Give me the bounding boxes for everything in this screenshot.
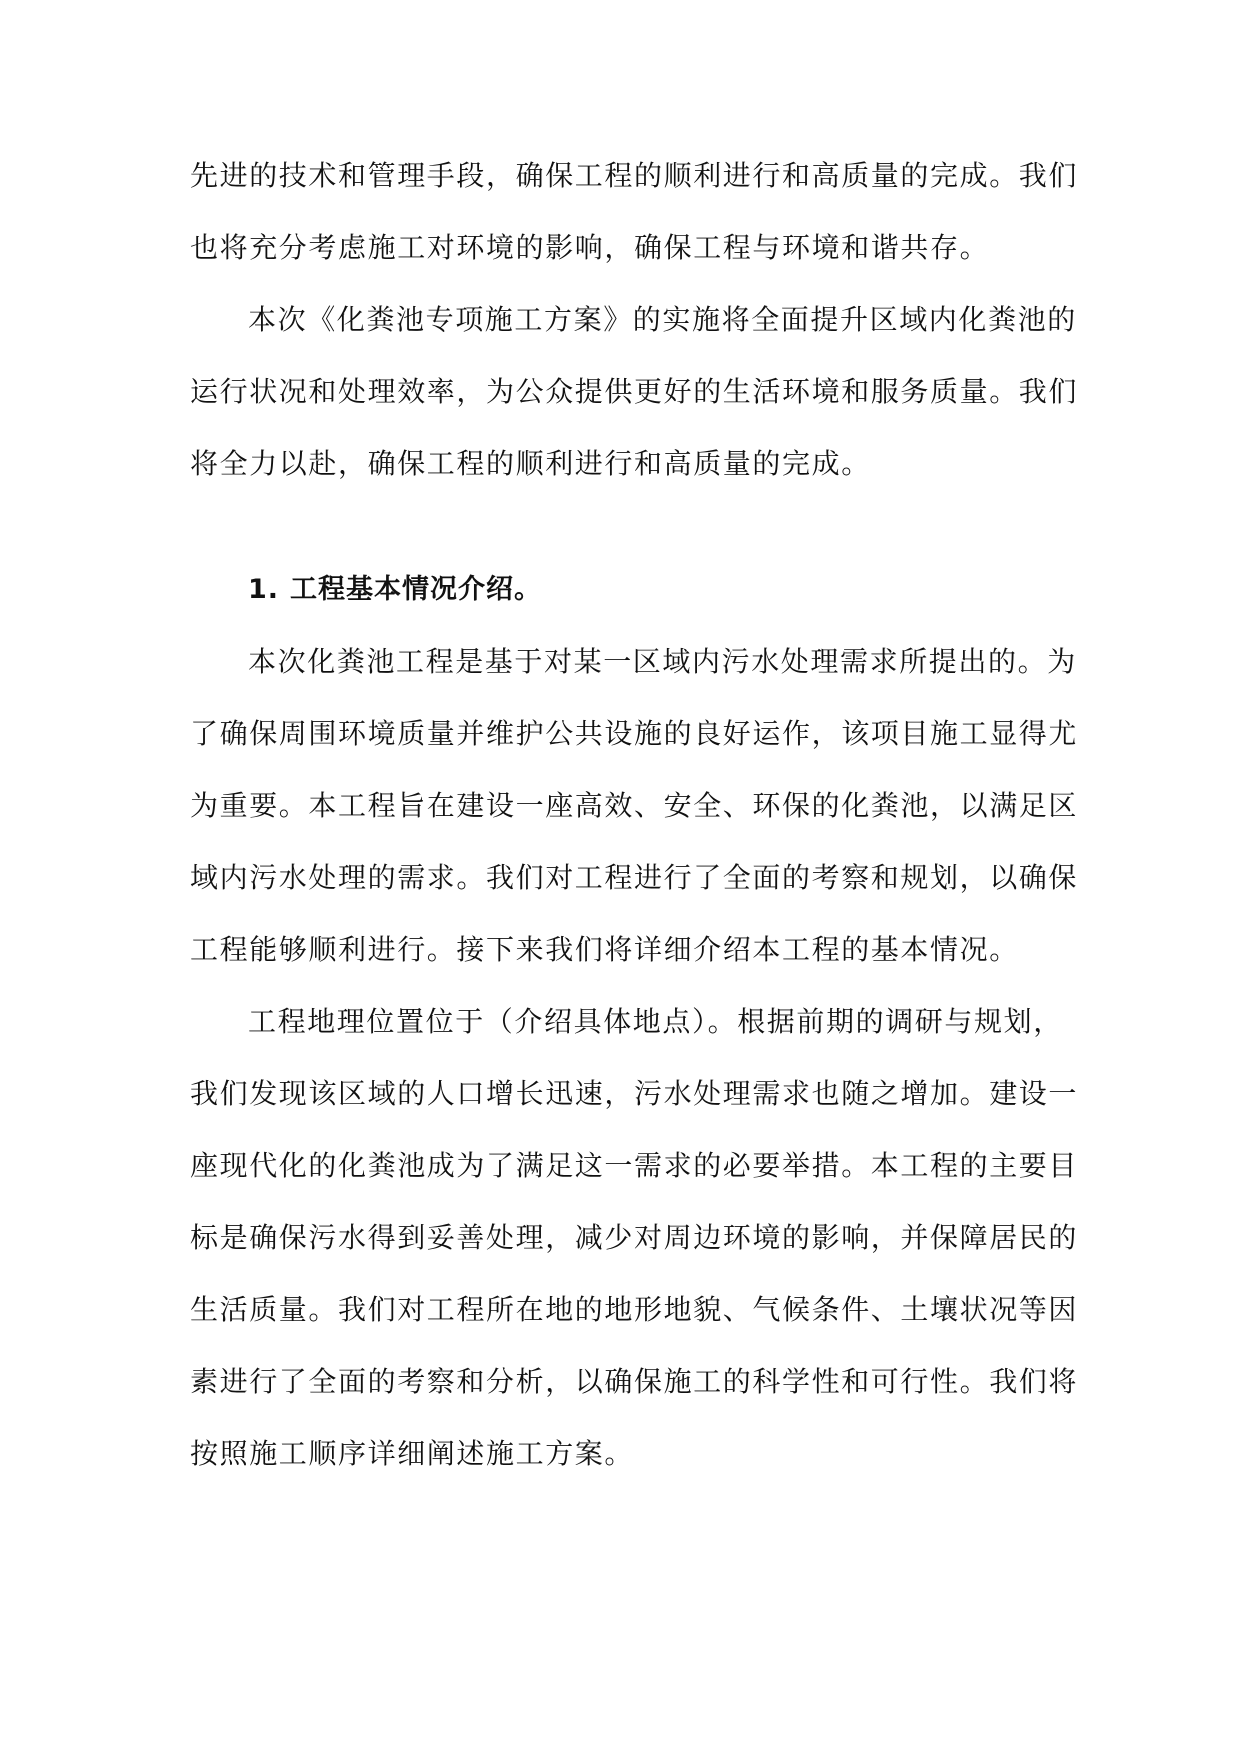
text-line: 域内污水处理的需求。我们对工程进行了全面的考察和规划，以确保 (190, 861, 1079, 894)
text-line: 按照施工顺序详细阐述施工方案。 (190, 1437, 635, 1470)
text-line: 工程地理位置位于（介绍具体地点）。根据前期的调研与规划， (248, 1005, 1063, 1038)
text-line: 我们发现该区域的人口增长迅速，污水处理需求也随之增加。建设一 (190, 1077, 1079, 1110)
text-line: 标是确保污水得到妥善处理，减少对周边环境的影响，并保障居民的 (190, 1221, 1079, 1254)
text-line: 为重要。本工程旨在建设一座高效、安全、环保的化粪池，以满足区 (190, 789, 1079, 822)
section-number: 1. (248, 574, 280, 605)
text-line: 本次《化粪池专项施工方案》的实施将全面提升区域内化粪池的 (248, 303, 1077, 336)
text-line: 生活质量。我们对工程所在地的地形地貌、气候条件、土壤状况等因 (190, 1293, 1079, 1326)
section-title: 工程基本情况介绍。 (290, 574, 542, 605)
section-paragraph-2 (190, 986, 1079, 1490)
section-spacer (190, 500, 1052, 554)
intro-paragraph-1 (190, 140, 1079, 284)
intro-paragraph-2 (190, 284, 1079, 500)
text-line: 座现代化的化粪池成为了满足这一需求的必要举措。本工程的主要目 (190, 1149, 1079, 1182)
text-line: 也将充分考虑施工对环境的影响，确保工程与环境和谐共存。 (190, 231, 990, 264)
text-line: 本次化粪池工程是基于对某一区域内污水处理需求所提出的。为 (248, 645, 1077, 678)
section-heading (190, 554, 1052, 626)
section-paragraph-1 (190, 626, 1079, 986)
text-line: 先进的技术和管理手段，确保工程的顺利进行和高质量的完成。我们 (190, 159, 1079, 192)
text-line: 工程能够顺利进行。接下来我们将详细介绍本工程的基本情况。 (190, 933, 1019, 966)
text-line: 素进行了全面的考察和分析，以确保施工的科学性和可行性。我们将 (190, 1365, 1079, 1398)
text-line: 运行状况和处理效率，为公众提供更好的生活环境和服务质量。我们 (190, 375, 1079, 408)
document-page (190, 140, 1079, 1490)
text-line: 了确保周围环境质量并维护公共设施的良好运作，该项目施工显得尤 (190, 717, 1079, 750)
text-line: 将全力以赴，确保工程的顺利进行和高质量的完成。 (190, 447, 871, 480)
